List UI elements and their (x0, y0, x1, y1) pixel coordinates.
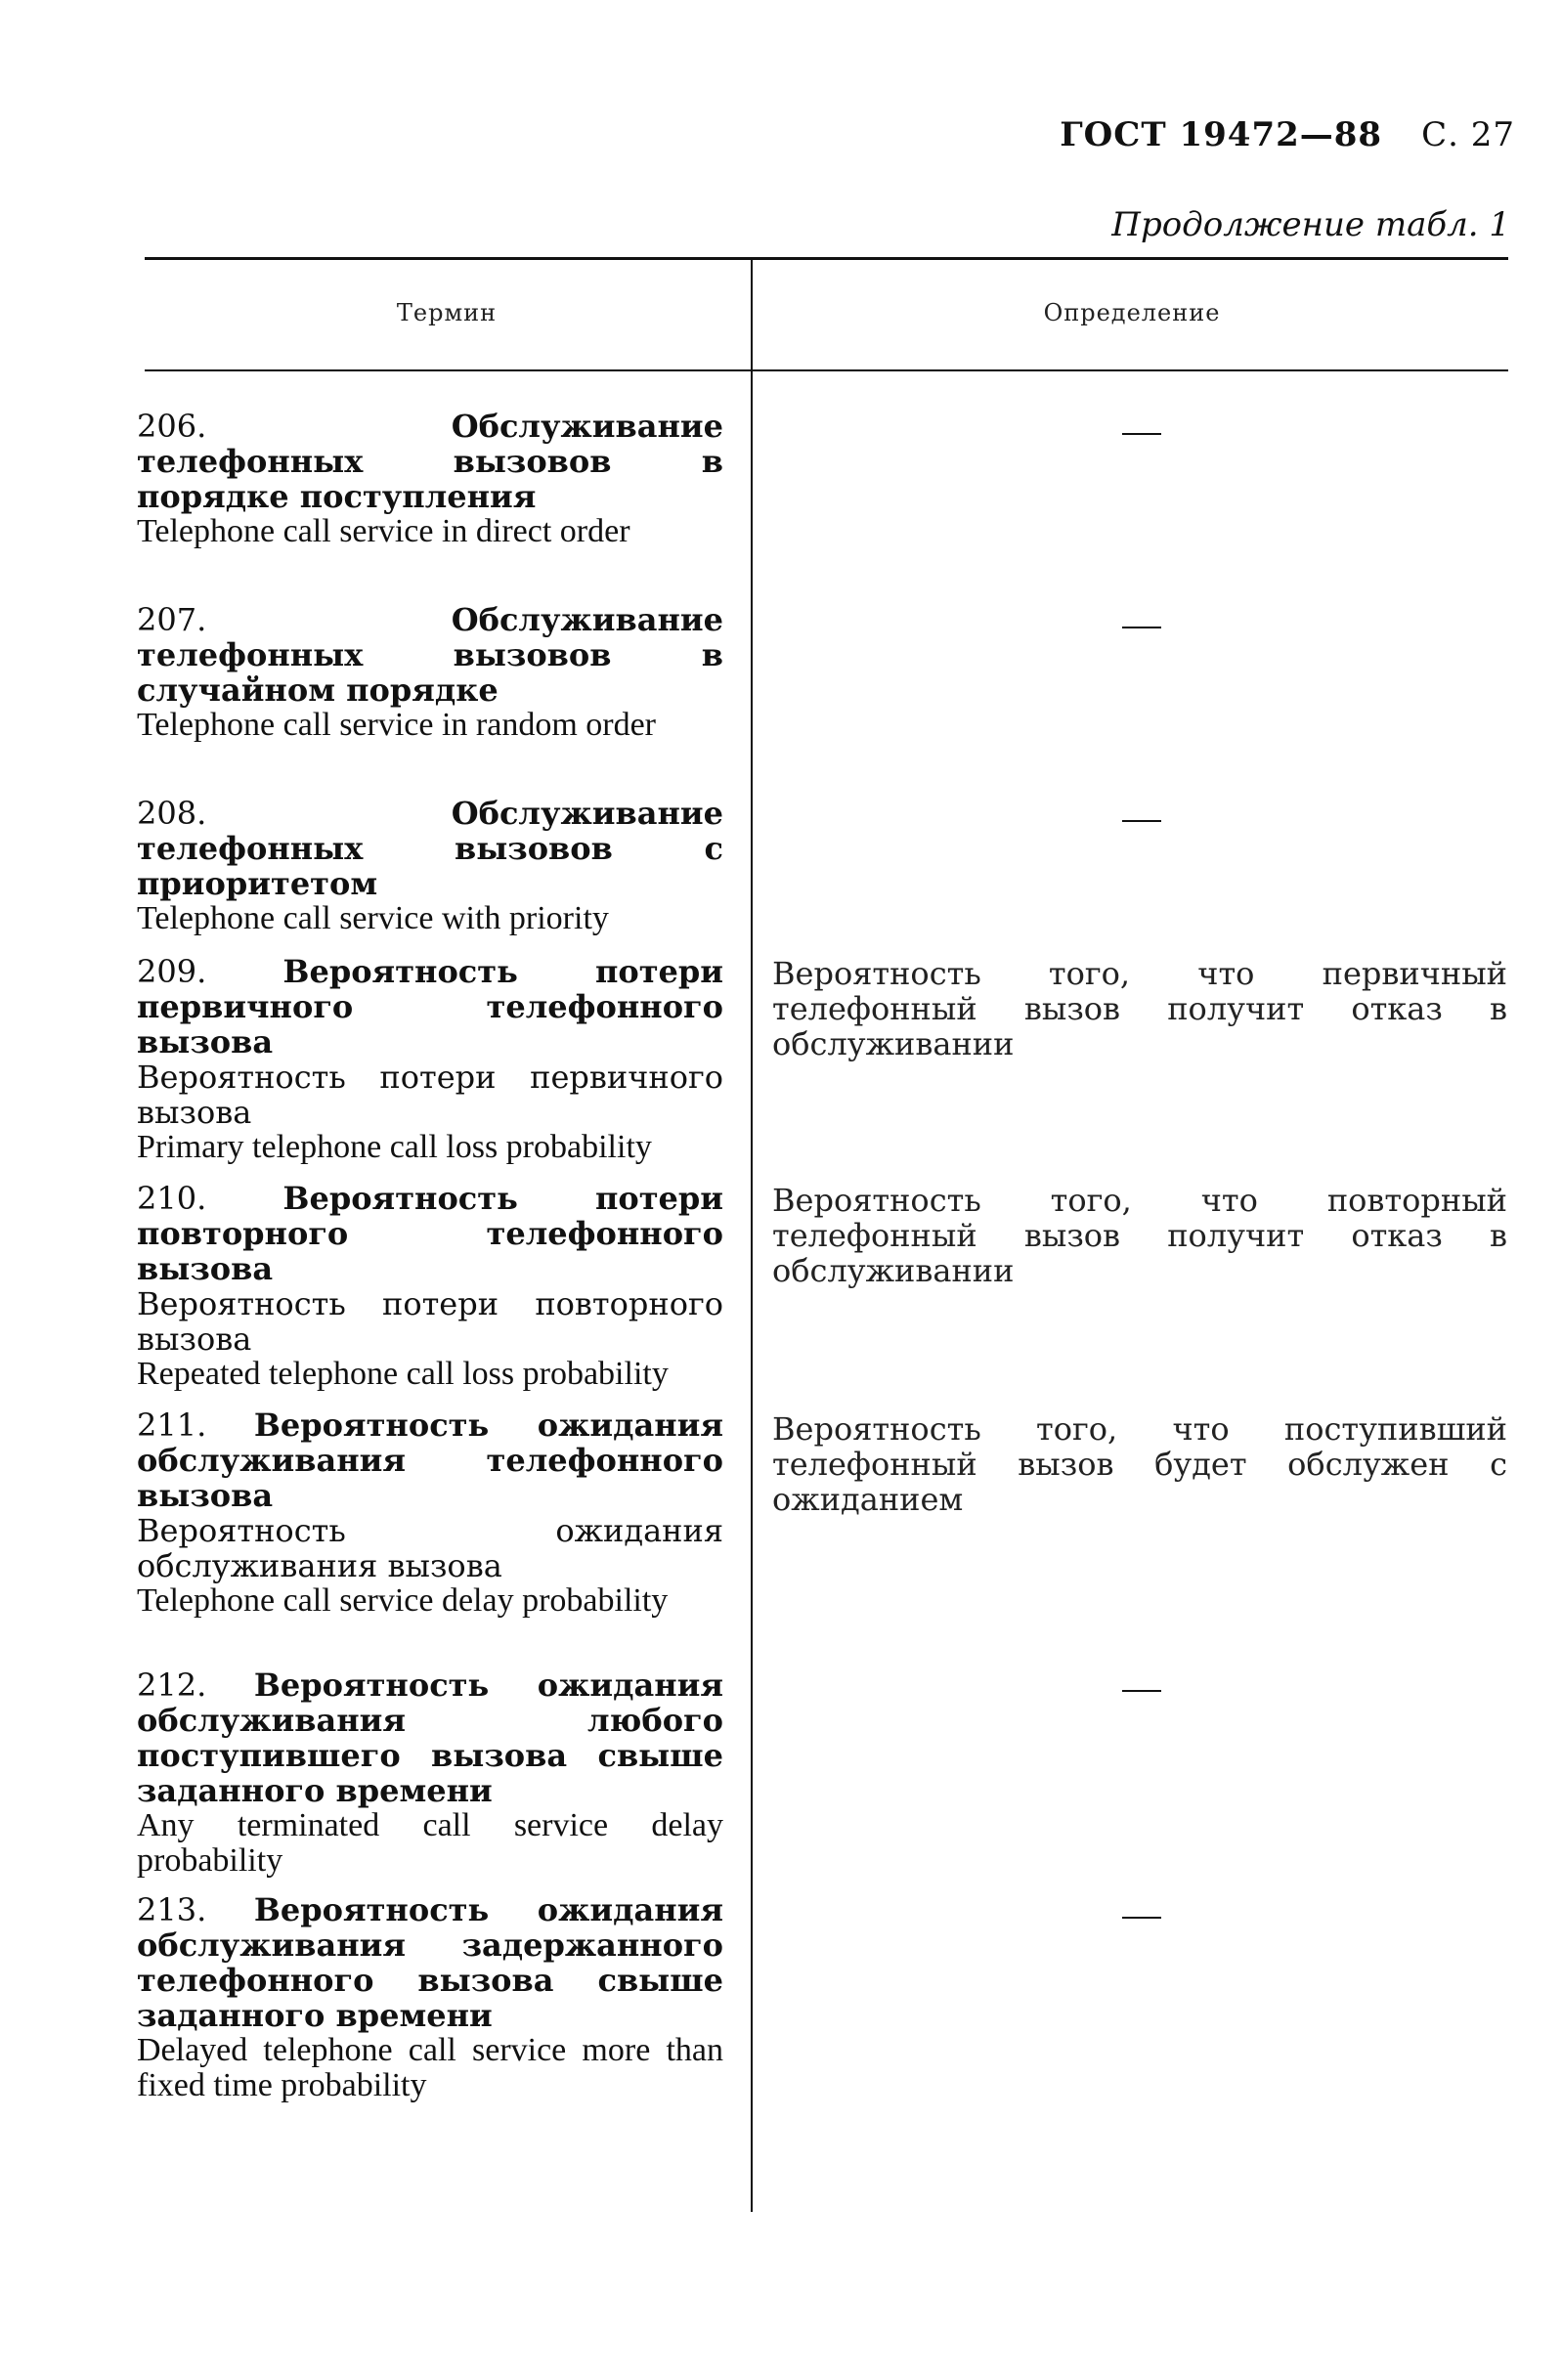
column-header-term: Термин (396, 299, 498, 326)
column-divider (751, 257, 753, 2212)
term-en: Delayed telephone call service more than fixed time probability (137, 2032, 723, 2103)
term-en: Telephone call service in random order (137, 707, 657, 743)
definition-dash (1122, 1690, 1161, 1692)
term-en: Telephone call service delay probability (137, 1582, 669, 1619)
term-entry-207: 207. Обслуживание телефонных вызовов в случайном порядке Telephone call service in random order (137, 601, 723, 743)
definition-text: Вероятность того, что повторный телефонный вызов получит отказ в обслуживании (772, 1182, 1507, 1289)
definition-dash (1122, 1917, 1161, 1919)
term-ru-short: Вероятность потери повторного вызова (137, 1285, 723, 1358)
column-header-definition: Определение (1043, 299, 1221, 326)
term-en: Repeated telephone call loss probability (137, 1356, 669, 1392)
term-ru: Вероятность ожидания обслуживания телефонного вызова (137, 1406, 724, 1514)
table-continuation-label: Продолжение табл. 1 (1111, 205, 1510, 244)
definition-dash (1122, 627, 1161, 628)
document-code: ГОСТ 19472—88 (1060, 115, 1383, 154)
term-ru: Вероятность ожидания обслуживания задержанного телефонного вызова свыше заданного времени (137, 1891, 724, 2034)
definition-text: Вероятность того, что поступивший телефонный вызов будет обслужен с ожиданием (772, 1410, 1507, 1518)
term-en: Telephone call service in direct order (137, 513, 630, 549)
term-ru: Обслуживание телефонных вызовов в порядке поступления (137, 408, 723, 515)
term-entry-210: 210. Вероятность потери повторного телефонного вызова Вероятность потери повторного вызова Repeated telephone call loss probability (137, 1180, 724, 1392)
term-entry-206: 206. Обслуживание телефонных вызовов в порядке поступления Telephone call service in direct order (137, 408, 723, 549)
term-en: Any terminated call service delay probability (137, 1807, 723, 1879)
term-ru: Вероятность ожидания обслуживания любого поступившего вызова свыше заданного времени (137, 1666, 724, 1809)
term-ru-short: Вероятность потери первичного вызова (137, 1059, 723, 1131)
table-header-rule (145, 369, 1508, 371)
term-ru-short: Вероятность ожидания обслуживания вызова (137, 1512, 723, 1584)
page-number: С. 27 (1421, 115, 1515, 154)
table-top-rule (145, 257, 1508, 260)
term-entry-208: 208. Обслуживание телефонных вызовов с приоритетом Telephone call service with priority (137, 795, 723, 936)
term-en: Telephone call service with priority (137, 900, 609, 936)
term-ru: Вероятность потери первичного телефонного вызова (137, 953, 724, 1060)
term-entry-209: 209. Вероятность потери первичного телефонного вызова Вероятность потери первичного вызова Primary telephone call loss probability (137, 953, 724, 1165)
term-en: Primary telephone call loss probability (137, 1129, 652, 1165)
definition-dash (1122, 820, 1161, 822)
term-ru: Вероятность потери повторного телефонного вызова (137, 1180, 724, 1287)
term-entry-211: 211. Вероятность ожидания обслуживания телефонного вызова Вероятность ожидания обслуживания вызова Telephone call service delay probability (137, 1406, 724, 1619)
term-entry-213: 213. Вероятность ожидания обслуживания задержанного телефонного вызова свыше заданного времени Delayed telephone call service more than fixed time probability (137, 1891, 724, 2103)
term-ru: Обслуживание телефонных вызовов в случайном порядке (137, 601, 723, 709)
definition-text: Вероятность того, что первичный телефонный вызов получит отказ в обслуживании (772, 955, 1507, 1062)
definition-dash (1122, 433, 1161, 435)
term-entry-212: 212. Вероятность ожидания обслуживания любого поступившего вызова свыше заданного времени Any terminated call service delay probability (137, 1666, 724, 1879)
page-header (1007, 115, 1515, 154)
term-ru: Обслуживание телефонных вызовов с приоритетом (137, 795, 723, 902)
